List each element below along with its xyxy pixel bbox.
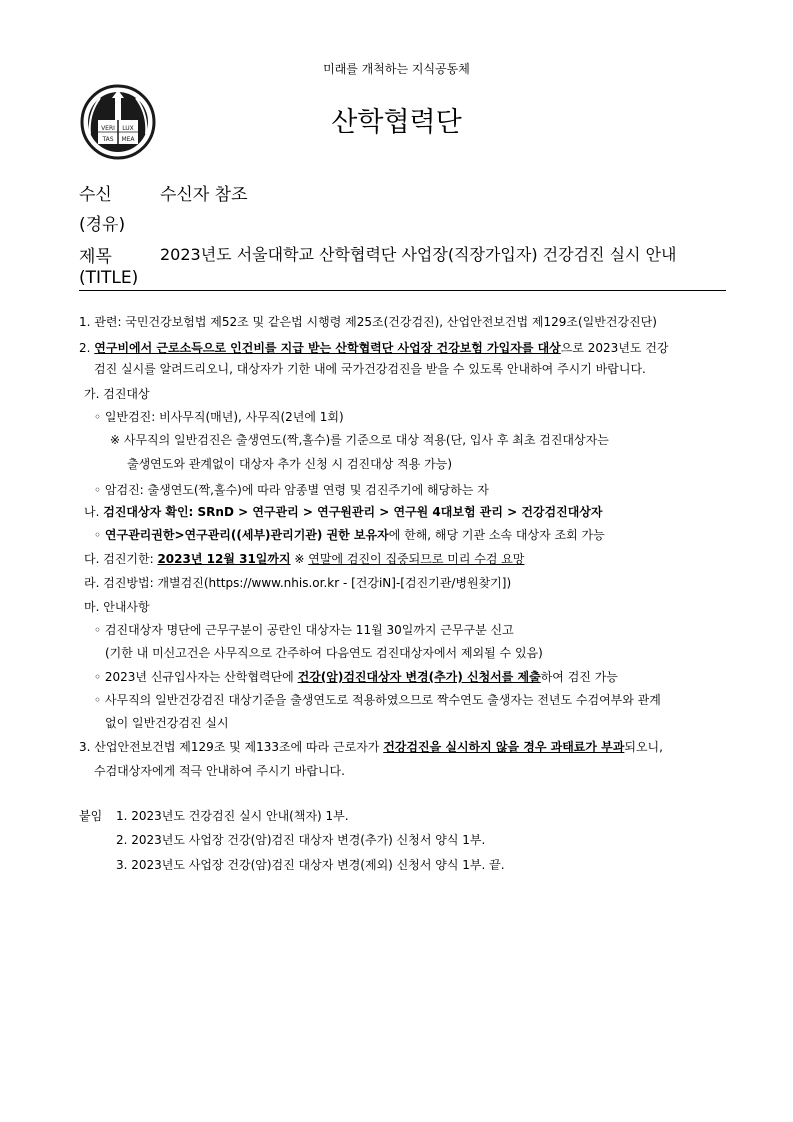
item-3-rest: 되오니, [624, 740, 663, 754]
section-da-mid: ※ [290, 552, 309, 566]
section-ma-1-note: (기한 내 미신고건은 사무직으로 간주하여 다음연도 검진대상자에서 제외될 수 있음) [105, 646, 543, 660]
section-ma-2 [94, 668, 618, 686]
section-ma: 마. 안내사항 [84, 600, 150, 614]
via-label: (경유) [79, 215, 126, 235]
section-na-1-rest: 에 한해, 해당 기관 소속 대상자 조회 가능 [388, 528, 605, 542]
attachments-label: 붙임 [79, 809, 103, 823]
attachment-item: 3. 2023년도 사업장 건강(암)검진 대상자 변경(제외) 신청서 양식 1부. 끝. [116, 858, 505, 872]
section-da [84, 550, 524, 568]
section-ma-3: ◦ 사무직의 일반건강검진 대상기준을 출생연도로 적용하였으므로 짝수연도 출생자는 전년도 수검여부와 관계 [94, 693, 661, 707]
section-ga-1-note-cont: 출생연도와 관계없이 대상자 추가 신청 시 검진대상 적용 가능) [127, 457, 452, 471]
logo-word-4: MEA [121, 136, 135, 143]
item-3-cont: 수검대상자에게 적극 안내하여 주시기 바랍니다. [94, 764, 345, 778]
section-ma-2-prefix: ◦ 2023년 신규입사자는 산학협력단에 [94, 670, 298, 684]
recipient-label: 수신 [79, 185, 112, 205]
item-3 [79, 738, 663, 756]
attachment-item: 1. 2023년도 건강검진 실시 안내(책자) 1부. [116, 809, 349, 823]
section-ma-1: ◦ 검진대상자 명단에 근무구분이 공란인 대상자는 11월 30일까지 근무구분 신고 [94, 623, 514, 637]
subject-title-label: (TITLE) [79, 268, 139, 288]
section-na-1-bold: 연구관리권한>연구관리((세부)관리기관) 권한 보유자 [104, 528, 389, 542]
section-ga: 가. 검진대상 [84, 387, 150, 401]
deadline: 2023년 12월 31일까지 [157, 552, 291, 566]
section-ma-3-cont: 없이 일반건강검진 실시 [105, 716, 229, 730]
section-ra: 라. 검진방법: 개별검진(https://www.nhis.or.kr - [건강iN]-[검진기관/병원찾기]) [84, 576, 512, 590]
item-3-emphasis: 건강검진을 실시하지 않을 경우 과태료가 부과 [383, 740, 625, 754]
logo-word-1: VERI [101, 125, 115, 132]
deadline-note: 연말에 검진이 집중되므로 미리 수검 요망 [308, 552, 525, 566]
subject-label: 제목 [79, 247, 112, 267]
item-2-emphasis: 연구비에서 근로소득으로 인건비를 지급 받는 산학협력단 사업장 건강보험 가입자를 대상 [94, 341, 561, 355]
recipient-value: 수신자 참조 [160, 185, 248, 205]
attachment-item: 2. 2023년도 사업장 건강(암)검진 대상자 변경(추가) 신청서 양식 1부. [116, 833, 486, 847]
section-na [84, 503, 602, 521]
section-ma-2-rest: 하여 검진 가능 [540, 670, 618, 684]
logo-word-2: LUX [122, 125, 134, 132]
section-ga-2: ◦ 암검진: 출생연도(짝,홀수)에 따라 암종별 연령 및 검진주기에 해당하는 자 [94, 483, 489, 497]
subject-value: 2023년도 서울대학교 산학협력단 사업장(직장가입자) 건강검진 실시 안내 [160, 245, 677, 264]
item-2-num: 2. [79, 341, 95, 355]
section-na-1 [94, 526, 605, 544]
item-2 [79, 339, 669, 357]
section-ma-2-bold: 건강(암)검진대상자 변경(추가) 신청서를 제출 [297, 670, 541, 684]
section-ga-1-note: ※ 사무직의 일반검진은 출생연도(짝,홀수)를 기준으로 대상 적용(단, 입사 후 최초 검진대상자는 [110, 433, 609, 447]
header-divider [79, 290, 726, 291]
section-da-prefix: 다. 검진기한: [84, 552, 158, 566]
section-na-prefix: 나. [84, 505, 104, 519]
item-2-cont: 검진 실시를 알려드리오니, 대상자가 기한 내에 국가건강검진을 받을 수 있도록 안내하여 주시기 바랍니다. [94, 362, 646, 376]
section-na-path: 검진대상자 확인: SRnD > 연구관리 > 연구원관리 > 연구원 4대보험 관리 > 건강검진대상자 [103, 505, 603, 519]
logo-word-3: TAS [102, 136, 114, 143]
section-ga-1: ◦ 일반검진: 비사무직(매년), 사무직(2년에 1회) [94, 410, 344, 424]
organization-name: 산학협력단 [331, 107, 462, 138]
section-na-1-prefix: ◦ [94, 528, 105, 542]
item-1: 1. 관련: 국민건강보험법 제52조 및 같은법 시행령 제25조(건강검진), 산업안전보건법 제129조(일반건강진단) [79, 315, 657, 329]
item-3-prefix: 3. 산업안전보건법 제129조 및 제133조에 따라 근로자가 [79, 740, 384, 754]
motto: 미래를 개척하는 지식공동체 [323, 62, 470, 76]
item-2-rest: 으로 2023년도 건강 [560, 341, 669, 355]
